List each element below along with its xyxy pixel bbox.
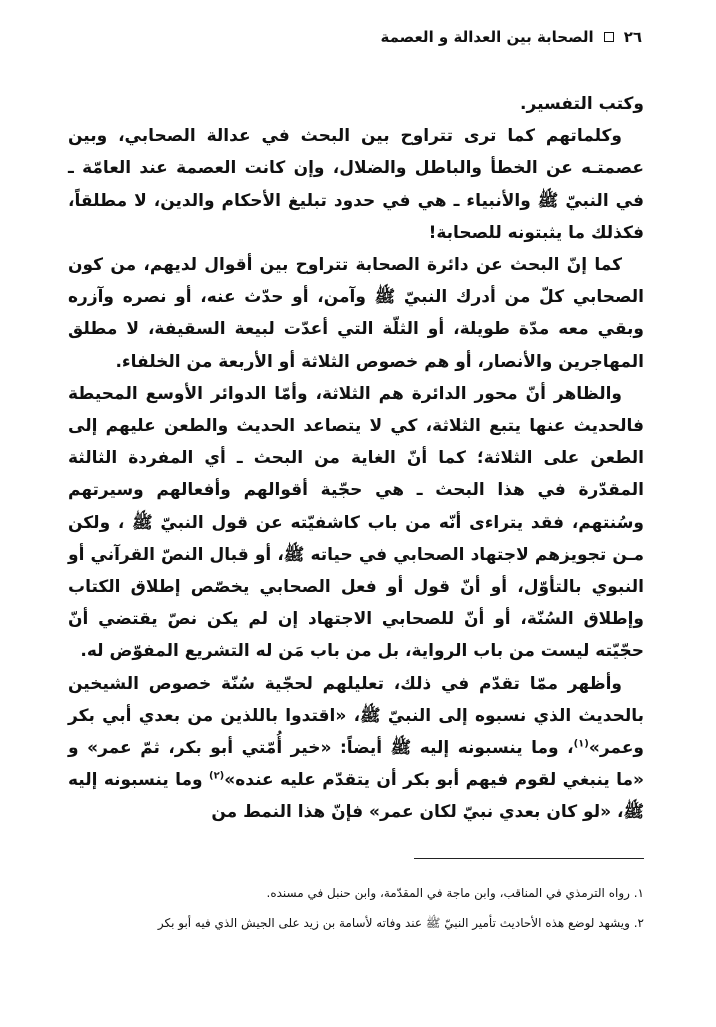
paragraph-5-text-b: ، وما ينسبونه إليه ﷺ أيضاً: «خير أُمّتي أبو بكر، ثمّ عمر» و «ما ينبغي لقوم فيهم أبو بكر أن يتقدّم عليه عنده» bbox=[68, 738, 645, 791]
footnote-1: ١. رواه الترمذي في المناقب، وابن ماجة في المقدّمة، وابن حنبل في مسنده. bbox=[266, 886, 644, 900]
paragraph-5-text-a: وأظهر ممّا تقدّم في ذلك، تعليلهم لحجّية سُنّة خصوص الشيخين بالحديث الذي نسبوه إلى النبيّ ﷺ، «اقتدوا باللذين من بعدي أبي بكر وعمر» bbox=[68, 673, 644, 759]
paragraph-4: والظاهر أنّ محور الدائرة هم الثلاثة، وأمّا الدوائر الأوسع المحيطة فالحديث عنها يتبع الثلاثة، كي لا يتصاعد الحديث والطعن عليهم إلى الطعن على الثلاثة؛ كما أنّ الغاية من البحث ـ أي المفردة الثالثة المقدّرة في هذا البحث ـ هي حجّية أقوالهم وأفعالهم وسيرتهم وسُنتهم، فقد يتراءى أنّه من باب كاشفيّته عن قول النبيّ ﷺ ، ولكن مـن تجويزهم لاجتهاد الصحابي في حياته ﷺ، أو قبال النصّ القرآني أو النبوي بالتأوّل، أو أنّ قول أو فعل الصحابي يخصّص إطلاق الكتاب وإطلاق السُنّة، أو أنّ للصحابي الاجتهاد إن لم يكن نصّ يقتضي أنّ حجّيّته ليست من باب الرواية، بل من باب مَن له التشريع المفوّض له. bbox=[68, 383, 644, 662]
paragraph-3: كما إنّ البحث عن دائرة الصحابة تتراوح بين أقوال لديهم، من كون الصحابي كلّ من أدرك النبيّ ﷺ وآمن، أو حدّث عنه، أو نصره وآزره وبقي معه مدّة طويلة، أو الثلّة التي أعدّت لبيعة السقيفة، لا مطلق المهاجرين والأنصار، أو هم خصوص الثلاثة أو الأربعة من الخلفاء. bbox=[68, 255, 644, 372]
main-text bbox=[68, 88, 644, 829]
paragraph-2: وكلماتهم كما ترى تتراوح بين البحث في عدالة الصحابي، وبين عصمتـه عن الخطأ والباطل والضلال، وإن كانت العصمة عند العامّة ـ في النبيّ ﷺ والأنبياء ـ هي في حدود تبليغ الأحكام والدين، لا مطلقاً، فكذلك ما يثبتونه للصحابة! bbox=[68, 126, 644, 243]
footnote-ref-2[interactable]: (٢) bbox=[208, 770, 225, 782]
footnote-ref-1[interactable]: (١) bbox=[573, 738, 589, 750]
footnote-2: ٢. ويشهد لوضع هذه الأحاديث تأمير النبيّ ﷺ عند وفاته لأسامة بن زيد على الجيش الذي فيه أبو بكر bbox=[157, 916, 644, 930]
footnote-divider bbox=[414, 858, 644, 859]
paragraph-1: وكتب التفسير. bbox=[520, 94, 644, 114]
paragraph-5 bbox=[68, 668, 644, 829]
header-separator-square bbox=[604, 32, 614, 42]
footnotes bbox=[68, 878, 644, 938]
paragraph-5-text-c: وما ينسبونه إليه ﷺ، «لو كان بعدي نبيّ لكان عمر» فإنّ هذا النمط من bbox=[68, 770, 644, 823]
running-header bbox=[66, 28, 642, 46]
book-title: الصحابة بين العدالة و العصمة bbox=[380, 28, 594, 46]
page-number: ٢٦ bbox=[623, 28, 642, 46]
